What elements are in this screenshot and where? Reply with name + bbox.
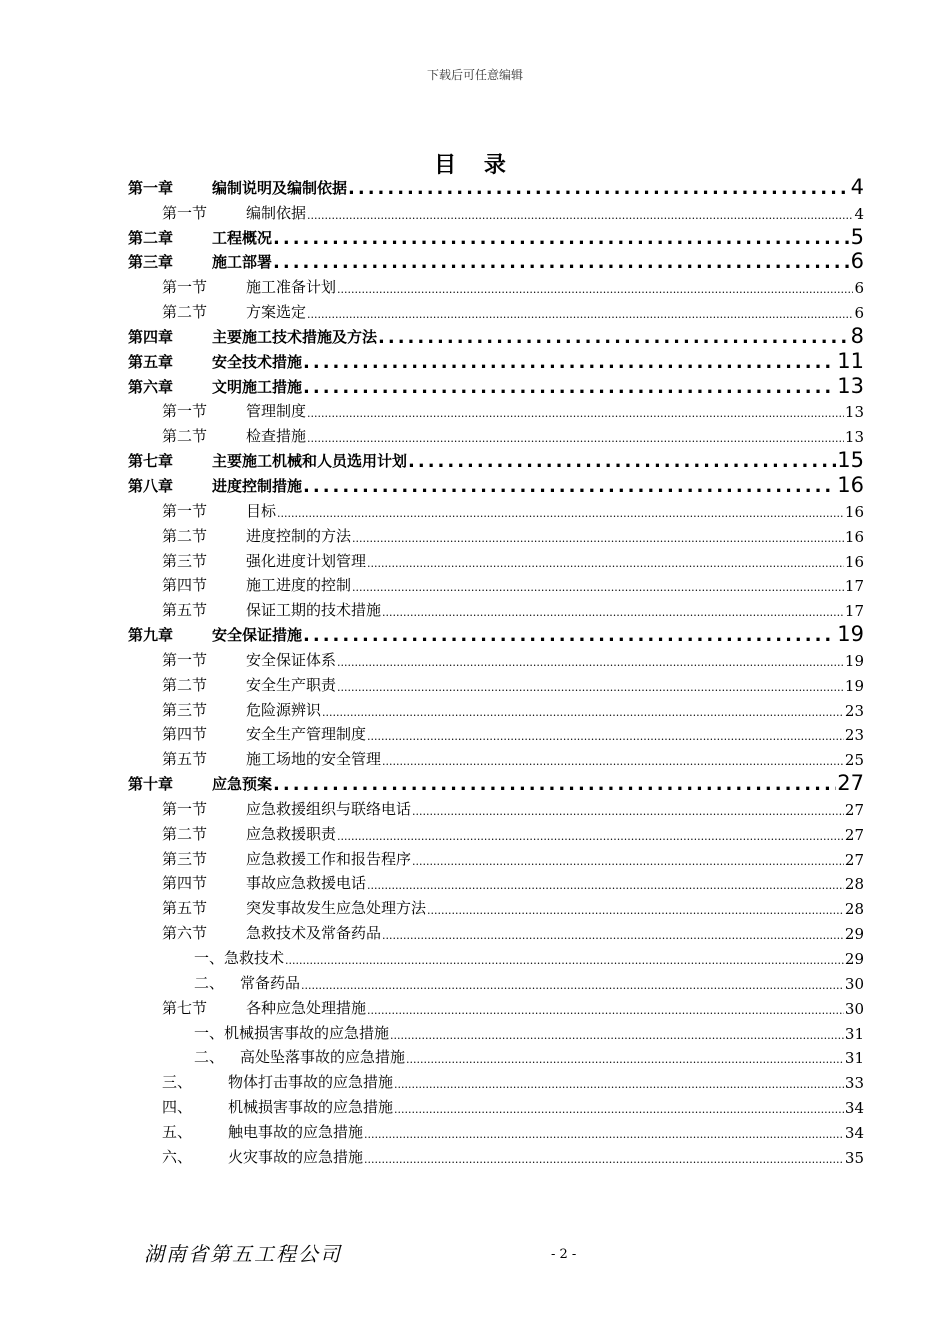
toc-entry-number: 第六章	[128, 377, 174, 396]
toc-chapter-entry[interactable]	[128, 620, 864, 645]
toc-entry-title: 方案选定	[246, 303, 307, 322]
toc-entry-page: 13	[837, 373, 864, 397]
toc-entry-page: 23	[844, 726, 864, 745]
toc-entry-number: 第二节	[162, 526, 208, 545]
toc-dot-leader	[367, 879, 844, 893]
toc-dot-leader	[367, 557, 844, 571]
toc-chapter-entry[interactable]	[128, 173, 864, 198]
toc-entry-number: 第四章	[128, 327, 174, 346]
toc-entry-title: 主要施工技术措施及方法	[212, 327, 378, 346]
toc-section-entry[interactable]	[128, 918, 864, 943]
toc-entry-page: 15	[837, 448, 864, 472]
toc-subsection-entry[interactable]	[128, 943, 864, 968]
toc-entry-page: 19	[844, 651, 864, 670]
toc-entry-number: 第三节	[162, 849, 208, 868]
toc-entry-number: 第三章	[128, 253, 174, 272]
toc-dot-leader	[352, 581, 844, 595]
toc-entry-page: 31	[844, 1049, 864, 1068]
toc-entry-title: 安全生产管理制度	[246, 725, 367, 744]
toc-entry-title: 编制依据	[246, 203, 307, 222]
toc-entry-page: 6	[854, 304, 864, 323]
toc-entry-title: 机械损害事故的应急措施	[228, 1098, 394, 1117]
toc-entry-number: 第一节	[162, 799, 208, 818]
toc-chapter-entry[interactable]	[128, 347, 864, 372]
toc-entry-number: 第九章	[128, 626, 174, 645]
toc-section-entry[interactable]	[128, 546, 864, 571]
toc-chapter-entry[interactable]	[128, 223, 864, 248]
toc-subsection-entry[interactable]	[128, 968, 864, 993]
toc-entry-number: 第二节	[162, 675, 208, 694]
toc-dot-leader	[307, 407, 844, 421]
toc-entry-title: 进度控制措施	[212, 476, 303, 495]
header-note: 下载后可任意编辑	[426, 68, 523, 82]
toc-entry-title: 安全生产职责	[246, 675, 337, 694]
toc-entry-number: 第八章	[128, 476, 174, 495]
toc-entry-number: 第六节	[162, 924, 208, 943]
toc-entry-number: 第二节	[162, 824, 208, 843]
toc-entry-title: 应急预案	[212, 775, 273, 794]
toc-entry-number: 第七章	[128, 452, 174, 471]
toc-entry-number: 第三节	[162, 551, 208, 570]
toc-entry-title: 进度控制的方法	[246, 526, 352, 545]
toc-dot-leader	[382, 606, 844, 620]
toc-entry-title: 高处坠落事故的应急措施	[240, 1048, 406, 1067]
footer-company: 湖南省第五工程公司	[144, 1242, 342, 1266]
toc-entry-title: 施工场地的安全管理	[246, 750, 382, 769]
toc-entry-page: 4	[850, 174, 864, 198]
toc-entry-page: 16	[844, 527, 864, 546]
toc-entry-number: 第五章	[128, 352, 174, 371]
toc-entry-page: 30	[844, 974, 864, 993]
toc-entry-number: 第一节	[162, 501, 208, 520]
toc-dot-leader	[367, 730, 844, 744]
toc-entry-page: 17	[844, 602, 864, 621]
toc-dot-leader	[303, 627, 836, 645]
toc-entry-number: 二、	[194, 1048, 225, 1067]
toc-entry-page: 30	[844, 999, 864, 1018]
toc-entry-title: 安全技术措施	[212, 352, 303, 371]
toc-section-entry[interactable]	[128, 869, 864, 894]
toc-entry-page: 31	[844, 1024, 864, 1043]
toc-entry-title: 应急救援职责	[246, 824, 337, 843]
toc-entry-title: 施工进度的控制	[246, 576, 352, 595]
toc-section-entry[interactable]	[128, 496, 864, 521]
toc-dot-leader	[337, 830, 844, 844]
toc-subsection-entry[interactable]	[128, 1117, 864, 1142]
toc-dot-leader	[337, 681, 844, 695]
toc-subsection-entry[interactable]	[128, 1043, 864, 1068]
toc-dot-leader	[273, 230, 850, 248]
toc-dot-leader	[382, 755, 844, 769]
toc-section-entry[interactable]	[128, 993, 864, 1018]
toc-entry-page: 17	[844, 577, 864, 596]
toc-dot-leader	[367, 1004, 844, 1018]
toc-entry-title: 急救技术	[224, 949, 285, 967]
toc-entry-page: 25	[844, 751, 864, 770]
toc-dot-leader	[322, 706, 844, 720]
toc-entry-page: 13	[844, 428, 864, 447]
toc-entry-number: 第七节	[162, 998, 208, 1017]
table-of-contents	[128, 173, 864, 1167]
toc-entry-page: 34	[844, 1123, 864, 1142]
toc-entry-number: 第一节	[162, 650, 208, 669]
toc-section-entry[interactable]	[128, 645, 864, 670]
toc-entry-title: 应急救援组织与联络电话	[246, 799, 412, 818]
toc-entry-title: 强化进度计划管理	[246, 551, 367, 570]
toc-entry-number: 第四节	[162, 725, 208, 744]
toc-dot-leader	[352, 532, 844, 546]
toc-section-entry[interactable]	[128, 595, 864, 620]
toc-entry-title: 施工部署	[212, 253, 273, 272]
toc-dot-leader	[303, 478, 836, 496]
toc-entry-page: 34	[844, 1099, 864, 1118]
footer-page-number: - 2 -	[551, 1247, 577, 1262]
toc-entry-page: 5	[850, 224, 864, 248]
toc-dot-leader	[390, 1029, 844, 1043]
toc-entry-page: 23	[844, 701, 864, 720]
toc-subsection-entry[interactable]	[128, 1067, 864, 1092]
toc-chapter-entry[interactable]	[128, 471, 864, 496]
toc-entry-title: 突发事故发生应急处理方法	[246, 899, 427, 918]
toc-dot-leader	[408, 453, 836, 471]
toc-section-entry[interactable]	[128, 198, 864, 223]
toc-chapter-entry[interactable]	[128, 322, 864, 347]
toc-entry-page: 28	[844, 875, 864, 894]
toc-title: 目 录	[434, 153, 516, 178]
toc-chapter-entry[interactable]	[128, 769, 864, 794]
toc-dot-leader	[277, 507, 844, 521]
toc-entry-number: 第二章	[128, 228, 174, 247]
toc-entry-number: 第十章	[128, 775, 174, 794]
toc-entry-page: 19	[837, 622, 864, 646]
toc-dot-leader	[337, 656, 844, 670]
toc-entry-page: 27	[837, 771, 864, 795]
toc-entry-title: 火灾事故的应急措施	[228, 1147, 364, 1166]
toc-entry-title: 检查措施	[246, 427, 307, 446]
toc-entry-page: 6	[850, 249, 864, 273]
toc-entry-title: 应急救援工作和报告程序	[246, 849, 412, 868]
toc-entry-page: 27	[844, 850, 864, 869]
toc-entry-title: 危险源辨识	[246, 700, 322, 719]
toc-entry-page: 16	[844, 552, 864, 571]
toc-entry-page: 29	[844, 950, 864, 968]
toc-entry-title: 常备药品	[240, 973, 301, 992]
toc-entry-title: 管理制度	[246, 402, 307, 421]
toc-entry-title: 施工准备计划	[246, 278, 337, 297]
toc-subsection-entry[interactable]	[128, 1018, 864, 1043]
toc-entry-title: 保证工期的技术措施	[246, 601, 382, 620]
toc-entry-title: 工程概况	[212, 228, 273, 247]
toc-dot-leader	[364, 1128, 844, 1142]
toc-dot-leader	[301, 979, 844, 993]
toc-entry-page: 33	[844, 1074, 864, 1093]
toc-entry-page: 4	[854, 204, 864, 223]
toc-entry-page: 6	[854, 279, 864, 298]
toc-entry-number: 第二节	[162, 427, 208, 446]
toc-dot-leader	[382, 929, 844, 943]
toc-entry-number: 第一节	[162, 203, 208, 222]
toc-entry-number: 第二节	[162, 303, 208, 322]
toc-entry-number: 第四节	[162, 874, 208, 893]
toc-dot-leader	[412, 855, 844, 869]
toc-entry-title: 触电事故的应急措施	[228, 1122, 364, 1141]
toc-entry-page: 8	[850, 323, 864, 347]
toc-dot-leader	[303, 354, 836, 372]
toc-entry-title: 各种应急处理措施	[246, 998, 367, 1017]
toc-dot-leader	[285, 954, 844, 968]
toc-dot-leader	[273, 776, 836, 794]
toc-entry-number: 第四节	[162, 576, 208, 595]
toc-section-entry[interactable]	[128, 397, 864, 422]
toc-dot-leader	[307, 308, 853, 322]
toc-entry-number: 第一节	[162, 402, 208, 421]
toc-entry-page: 19	[844, 676, 864, 695]
toc-entry-number: 第一节	[162, 278, 208, 297]
toc-entry-number: 第五节	[162, 601, 208, 620]
toc-entry-number: 第五节	[162, 750, 208, 769]
toc-section-entry[interactable]	[128, 819, 864, 844]
toc-entry-number: 一、	[194, 1023, 225, 1042]
toc-section-entry[interactable]	[128, 744, 864, 769]
toc-entry-page: 29	[844, 925, 864, 944]
toc-section-entry[interactable]	[128, 521, 864, 546]
toc-chapter-entry[interactable]	[128, 446, 864, 471]
toc-entry-number: 六、	[162, 1147, 193, 1166]
toc-entry-title: 物体打击事故的应急措施	[228, 1073, 394, 1092]
toc-dot-leader	[307, 209, 853, 223]
toc-entry-title: 安全保证措施	[212, 626, 303, 645]
toc-entry-number: 三、	[162, 1073, 193, 1092]
toc-entry-number: 一、	[194, 949, 225, 967]
toc-section-entry[interactable]	[128, 720, 864, 745]
toc-section-entry[interactable]	[128, 272, 864, 297]
toc-entry-page: 28	[844, 900, 864, 919]
toc-section-entry[interactable]	[128, 695, 864, 720]
toc-entry-number: 第五节	[162, 899, 208, 918]
toc-entry-number: 第一章	[128, 178, 174, 197]
toc-entry-number: 五、	[162, 1122, 193, 1141]
toc-dot-leader	[307, 432, 844, 446]
toc-section-entry[interactable]	[128, 670, 864, 695]
toc-section-entry[interactable]	[128, 421, 864, 446]
toc-entry-page: 35	[844, 1148, 864, 1167]
toc-dot-leader	[303, 379, 836, 397]
toc-section-entry[interactable]	[128, 794, 864, 819]
toc-dot-leader	[337, 283, 853, 297]
toc-entry-title: 目标	[246, 501, 277, 520]
toc-section-entry[interactable]	[128, 844, 864, 869]
toc-entry-page: 11	[837, 348, 864, 372]
toc-dot-leader	[412, 805, 844, 819]
toc-entry-number: 第三节	[162, 700, 208, 719]
toc-entry-page: 27	[844, 825, 864, 844]
toc-entry-page: 16	[837, 472, 864, 496]
toc-section-entry[interactable]	[128, 571, 864, 596]
toc-entry-number: 二、	[194, 973, 225, 992]
toc-dot-leader	[364, 1153, 844, 1167]
toc-entry-title: 文明施工措施	[212, 377, 303, 396]
toc-dot-leader	[427, 904, 844, 918]
toc-entry-title: 机械损害事故的应急措施	[224, 1023, 390, 1042]
toc-section-entry[interactable]	[128, 893, 864, 918]
toc-entry-title: 主要施工机械和人员选用计划	[212, 452, 408, 471]
toc-chapter-entry[interactable]	[128, 372, 864, 397]
toc-entry-title: 事故应急救援电话	[246, 874, 367, 893]
toc-dot-leader	[348, 180, 850, 198]
toc-entry-number: 四、	[162, 1098, 193, 1117]
toc-chapter-entry[interactable]	[128, 248, 864, 273]
toc-dot-leader	[378, 329, 850, 347]
toc-entry-title: 编制说明及编制依据	[212, 178, 348, 197]
toc-dot-leader	[406, 1053, 844, 1067]
toc-dot-leader	[273, 254, 850, 272]
toc-subsection-entry[interactable]	[128, 1142, 864, 1167]
toc-entry-page: 13	[844, 403, 864, 422]
toc-entry-title: 急救技术及常备药品	[246, 924, 382, 943]
toc-entry-title: 安全保证体系	[246, 650, 337, 669]
toc-dot-leader	[394, 1103, 844, 1117]
toc-subsection-entry[interactable]	[128, 1092, 864, 1117]
toc-section-entry[interactable]	[128, 297, 864, 322]
toc-entry-page: 16	[844, 502, 864, 521]
toc-entry-page: 27	[844, 800, 864, 819]
toc-dot-leader	[394, 1078, 844, 1092]
